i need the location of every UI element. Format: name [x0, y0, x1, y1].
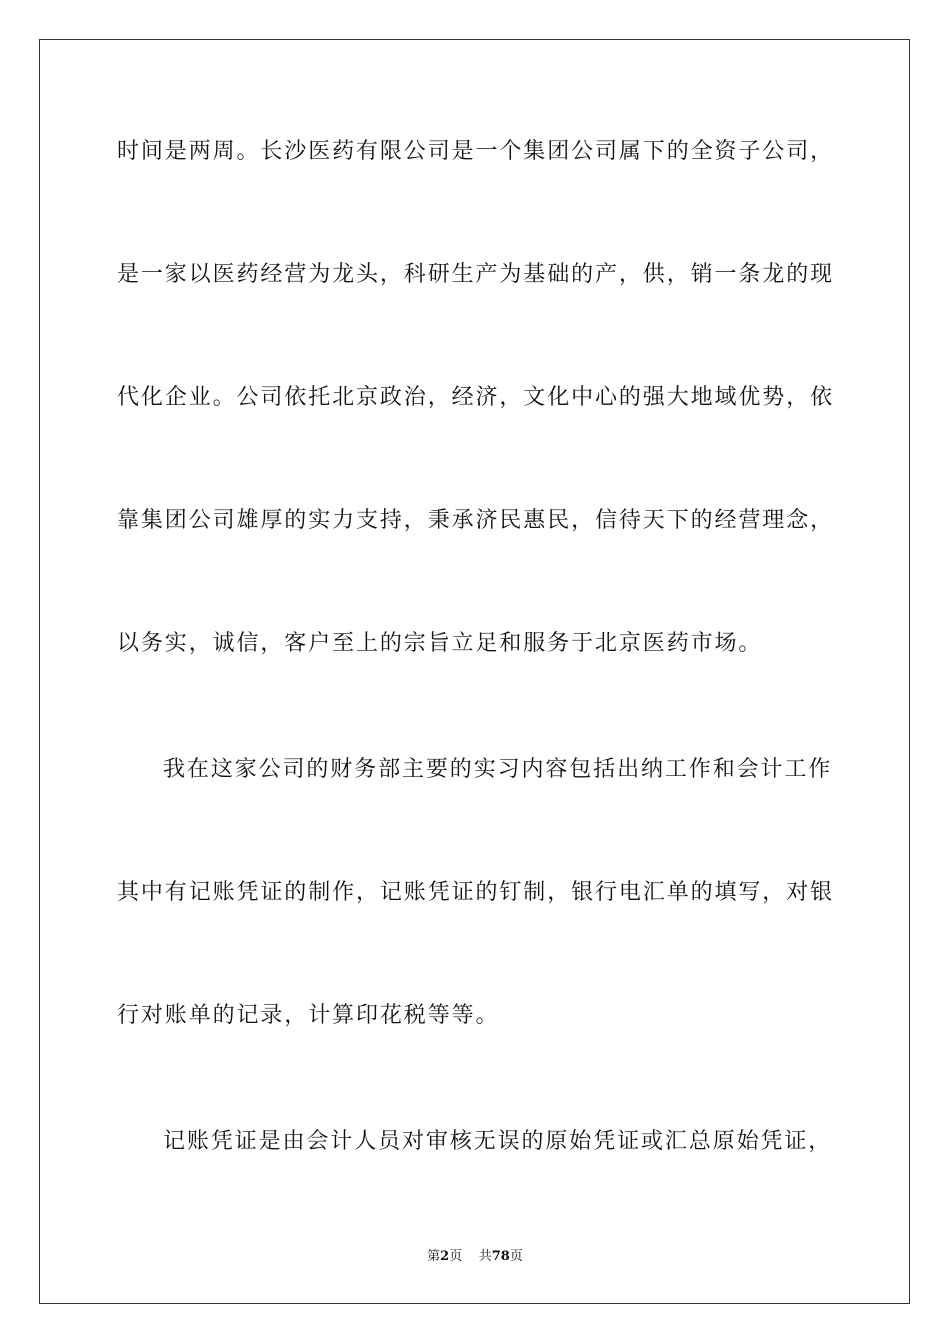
page-frame [39, 39, 910, 1304]
paragraph-line-8: 行对账单的记录，计算印花税等等。 [117, 1003, 500, 1028]
footer-page-suffix: 页 [449, 1249, 463, 1264]
paragraph-line-7: 其中有记账凭证的制作，记账凭证的钉制，银行电汇单的填写，对银 [117, 880, 835, 905]
paragraph-line-1: 时间是两周。长沙医药有限公司是一个集团公司属下的全资子公司， [117, 139, 835, 164]
footer-total-suffix: 页 [509, 1249, 523, 1264]
footer-total-prefix: 共 [478, 1249, 492, 1264]
footer-page-prefix: 第 [427, 1249, 441, 1264]
paragraph-line-3: 代化企业。公司依托北京政治，经济，文化中心的强大地域优势，依 [117, 385, 835, 410]
footer-total-pages: 78 [491, 1249, 510, 1264]
footer-page-number: 2 [440, 1249, 450, 1264]
page-footer [0, 1248, 950, 1266]
paragraph-line-5: 以务实，诚信，客户至上的宗旨立足和服务于北京医药市场。 [117, 631, 763, 656]
paragraph-line-2: 是一家以医药经营为龙头，科研生产为基础的产，供，销一条龙的现 [117, 262, 835, 287]
paragraph-line-9: 记账凭证是由会计人员对审核无误的原始凭证或汇总原始凭证， [163, 1129, 833, 1154]
paragraph-line-4: 靠集团公司雄厚的实力支持，秉承济民惠民，信待天下的经营理念， [117, 508, 835, 533]
paragraph-line-6: 我在这家公司的财务部主要的实习内容包括出纳工作和会计工作 [163, 757, 833, 782]
